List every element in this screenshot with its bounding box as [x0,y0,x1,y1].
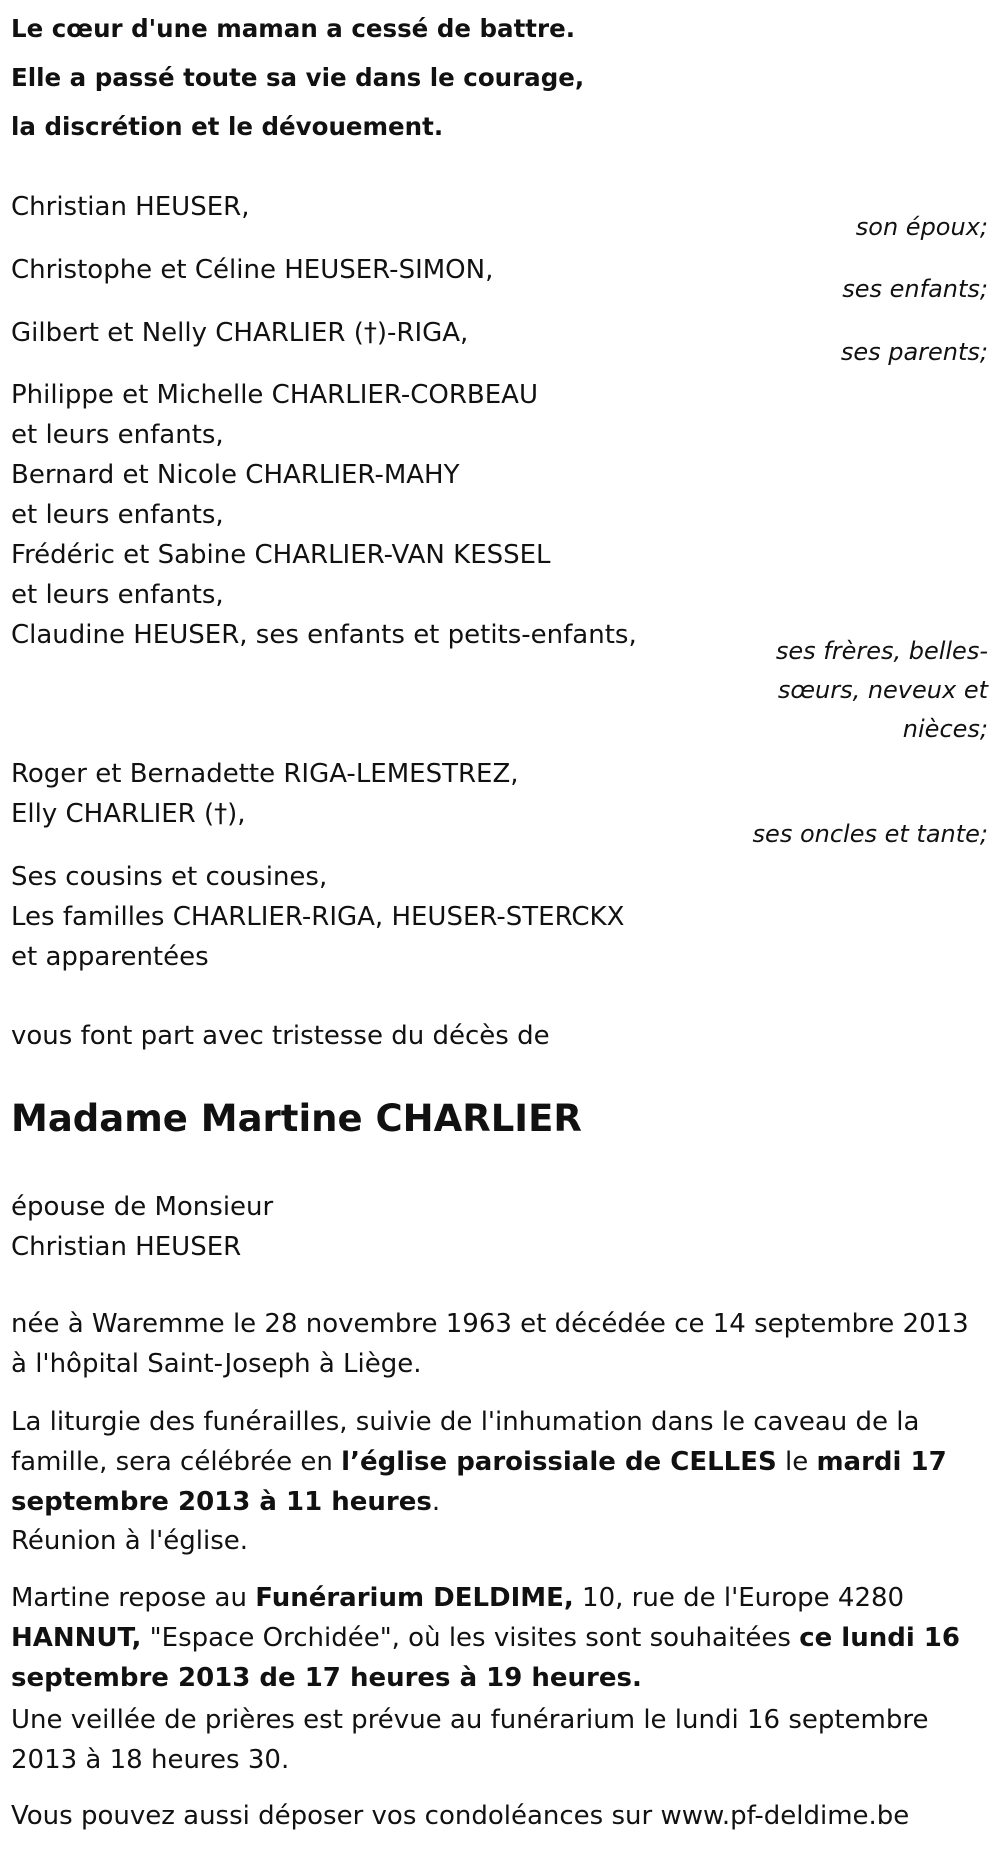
family-name: et apparentées [11,942,209,972]
family-name: Christian HEUSER, [11,192,250,222]
intro-line: la discrétion et le dévouement. [11,112,444,141]
birth-death-info [11,1304,981,1384]
family-name: Roger et Bernadette RIGA-LEMESTREZ, [11,759,519,789]
repose-text: Martine repose au [11,1583,256,1613]
family-name: Ses cousins et cousines, [11,862,328,892]
repose-place: Funérarium DELDIME, [255,1583,574,1613]
family-group-cousins [11,857,624,977]
relation-line: nièces; [902,715,988,743]
vigil-info: Une veillée de prières est prévue au funérarium le lundi 16 septembre 2013 à 18 heures 30. [11,1705,929,1775]
spouse-info [11,1187,273,1267]
family-relation: ses oncles et tante; [752,820,988,848]
family-name: Gilbert et Nelly CHARLIER (†)-RIGA, [11,318,469,348]
funeral-info [11,1402,981,1522]
repose-text: "Espace Orchidée", où les visites sont souhaitées [141,1623,800,1653]
funeral-text: le [776,1447,817,1477]
repose-visit-time: ce lundi 16 septembre 2013 de 17 heures à 19 heures. [11,1623,960,1693]
funeral-text: La liturgie des funérailles, suivie de l'inhumation dans le caveau de la famille, sera célébrée en [11,1407,920,1477]
family-name: Elly CHARLIER (†), [11,799,246,829]
family-relation: ses parents; [840,338,988,366]
repose-city: HANNUT, [11,1623,142,1653]
family-group-siblings [11,375,637,655]
birth-death-line: née à Waremme le 28 novembre 1963 et décédée ce 14 septembre 2013 [11,1309,969,1339]
spouse-line: épouse de Monsieur [11,1192,274,1222]
family-group-uncles [11,754,519,834]
family-relation: ses enfants; [842,275,988,303]
funeral-church: l’église paroissiale de CELLES [341,1447,777,1477]
family-relation [776,632,988,749]
funeral-datetime: mardi 17 septembre 2013 à 11 heures [11,1447,947,1517]
announcement-text: vous font part avec tristesse du décès de [11,1021,550,1051]
family-name: Frédéric et Sabine CHARLIER-VAN KESSEL [11,540,551,570]
family-name: et leurs enfants, [11,580,224,610]
family-relation: son époux; [855,213,988,241]
family-name: et leurs enfants, [11,420,224,450]
relation-line: sœurs, neveux et [777,676,988,704]
repose-info [11,1578,981,1698]
family-name: Les familles CHARLIER-RIGA, HEUSER-STERCKX [11,902,625,932]
family-name: Christophe et Céline HEUSER-SIMON, [11,255,494,285]
family-name: Philippe et Michelle CHARLIER-CORBEAU [11,380,538,410]
family-name: Claudine HEUSER, ses enfants et petits-enfants, [11,620,637,650]
intro-line: Le cœur d'une maman a cessé de battre. [11,14,576,43]
reunion-info: Réunion à l'église. [11,1526,249,1556]
birth-death-line: à l'hôpital Saint-Joseph à Liège. [11,1349,422,1379]
relation-line: ses frères, belles- [775,637,988,665]
intro-line: Elle a passé toute sa vie dans le courage, [11,63,585,92]
funeral-text: . [431,1487,441,1517]
family-name: et leurs enfants, [11,500,224,530]
spouse-line: Christian HEUSER [11,1232,242,1262]
intro-text [11,4,584,151]
family-name: Bernard et Nicole CHARLIER-MAHY [11,460,460,490]
repose-text: 10, rue de l'Europe 4280 [573,1583,905,1613]
condolences-info: Vous pouvez aussi déposer vos condoléances sur www.pf-deldime.be [11,1801,910,1831]
deceased-name: Madame Martine CHARLIER [11,1097,582,1140]
